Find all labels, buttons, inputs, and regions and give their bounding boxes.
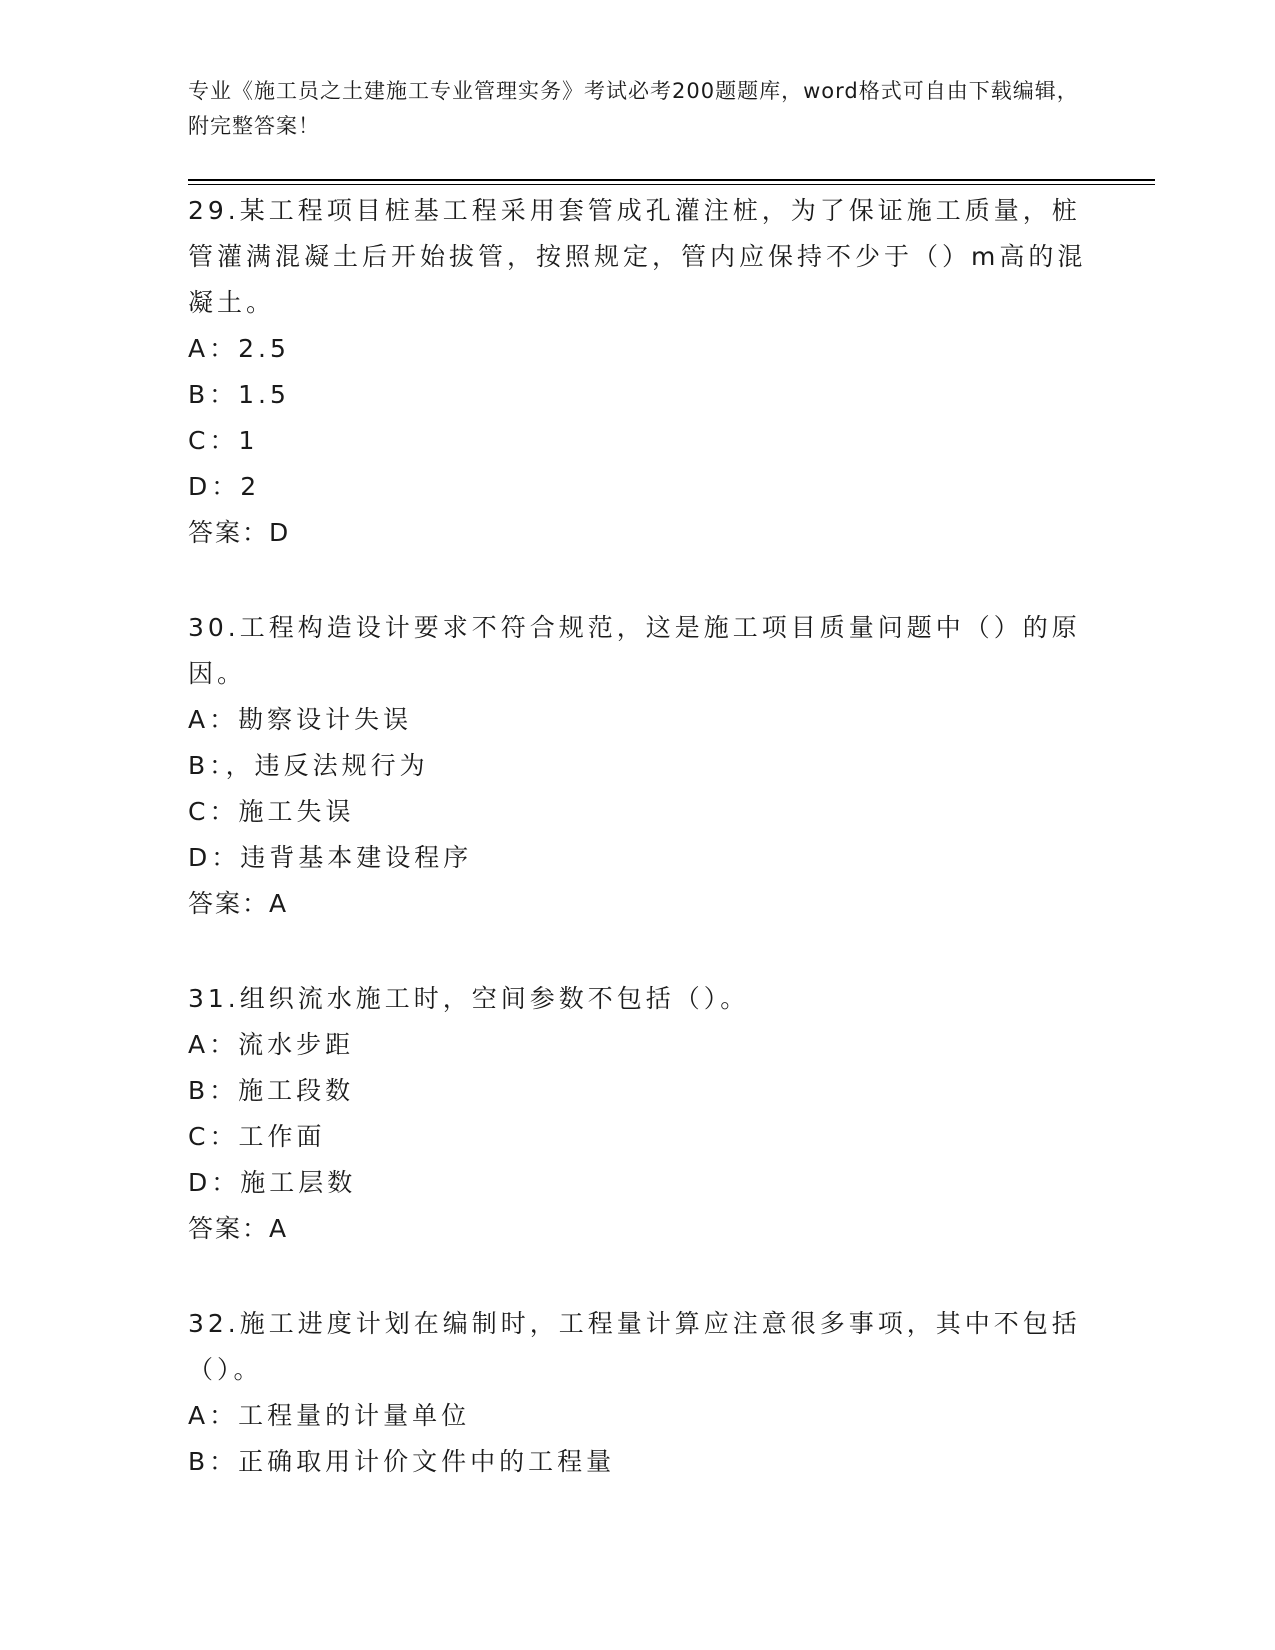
option-b: B：1.5 bbox=[188, 380, 290, 409]
question-stem: 29.某工程项目桩基工程采用套管成孔灌注桩，为了保证施工质量，桩管灌满混凝土后开始拔管，按照规定，管内应保持不少于（）m高的混凝土。 bbox=[188, 196, 1087, 317]
header-divider-thick bbox=[188, 179, 1155, 181]
option-a: A：工程量的计量单位 bbox=[188, 1401, 471, 1430]
question-stem: 30.工程构造设计要求不符合规范，这是施工项目质量问题中（）的原因。 bbox=[188, 613, 1081, 688]
option-c: C：1 bbox=[188, 426, 259, 455]
answer-label: 答案： bbox=[188, 518, 270, 547]
answer-line bbox=[188, 1206, 1088, 1252]
option-a: A：流水步距 bbox=[188, 1030, 355, 1059]
option-d: D：施工层数 bbox=[188, 1168, 357, 1197]
question-31 bbox=[188, 976, 1088, 1252]
answer-label: 答案： bbox=[188, 889, 270, 918]
option-c: C：工作面 bbox=[188, 1122, 326, 1151]
option-a: A：勘察设计失误 bbox=[188, 705, 413, 734]
question-32 bbox=[188, 1301, 1088, 1485]
option-a: A：2.5 bbox=[188, 334, 290, 363]
answer-value: D bbox=[269, 518, 289, 547]
option-d: D：2 bbox=[188, 472, 261, 501]
question-30 bbox=[188, 605, 1088, 927]
document-header: 专业《施工员之土建施工专业管理实务》考试必考200题题库，word格式可自由下载编辑，附完整答案！ bbox=[188, 79, 1079, 138]
question-29 bbox=[188, 188, 1088, 556]
answer-value: A bbox=[269, 889, 287, 918]
option-b: B：正确取用计价文件中的工程量 bbox=[188, 1447, 616, 1476]
question-list bbox=[188, 188, 1088, 1534]
question-stem: 31.组织流水施工时，空间参数不包括（）。 bbox=[188, 984, 750, 1013]
header-divider-thin bbox=[188, 184, 1155, 185]
answer-label: 答案： bbox=[188, 1214, 270, 1243]
option-b: B：施工段数 bbox=[188, 1076, 355, 1105]
option-d: D：违背基本建设程序 bbox=[188, 843, 473, 872]
option-b: B：，违反法规行为 bbox=[188, 751, 429, 780]
answer-value: A bbox=[269, 1214, 287, 1243]
answer-line bbox=[188, 881, 1088, 927]
answer-line bbox=[188, 510, 1088, 556]
option-c: C：施工失误 bbox=[188, 797, 355, 826]
question-stem: 32.施工进度计划在编制时，工程量计算应注意很多事项，其中不包括（）。 bbox=[188, 1309, 1081, 1384]
